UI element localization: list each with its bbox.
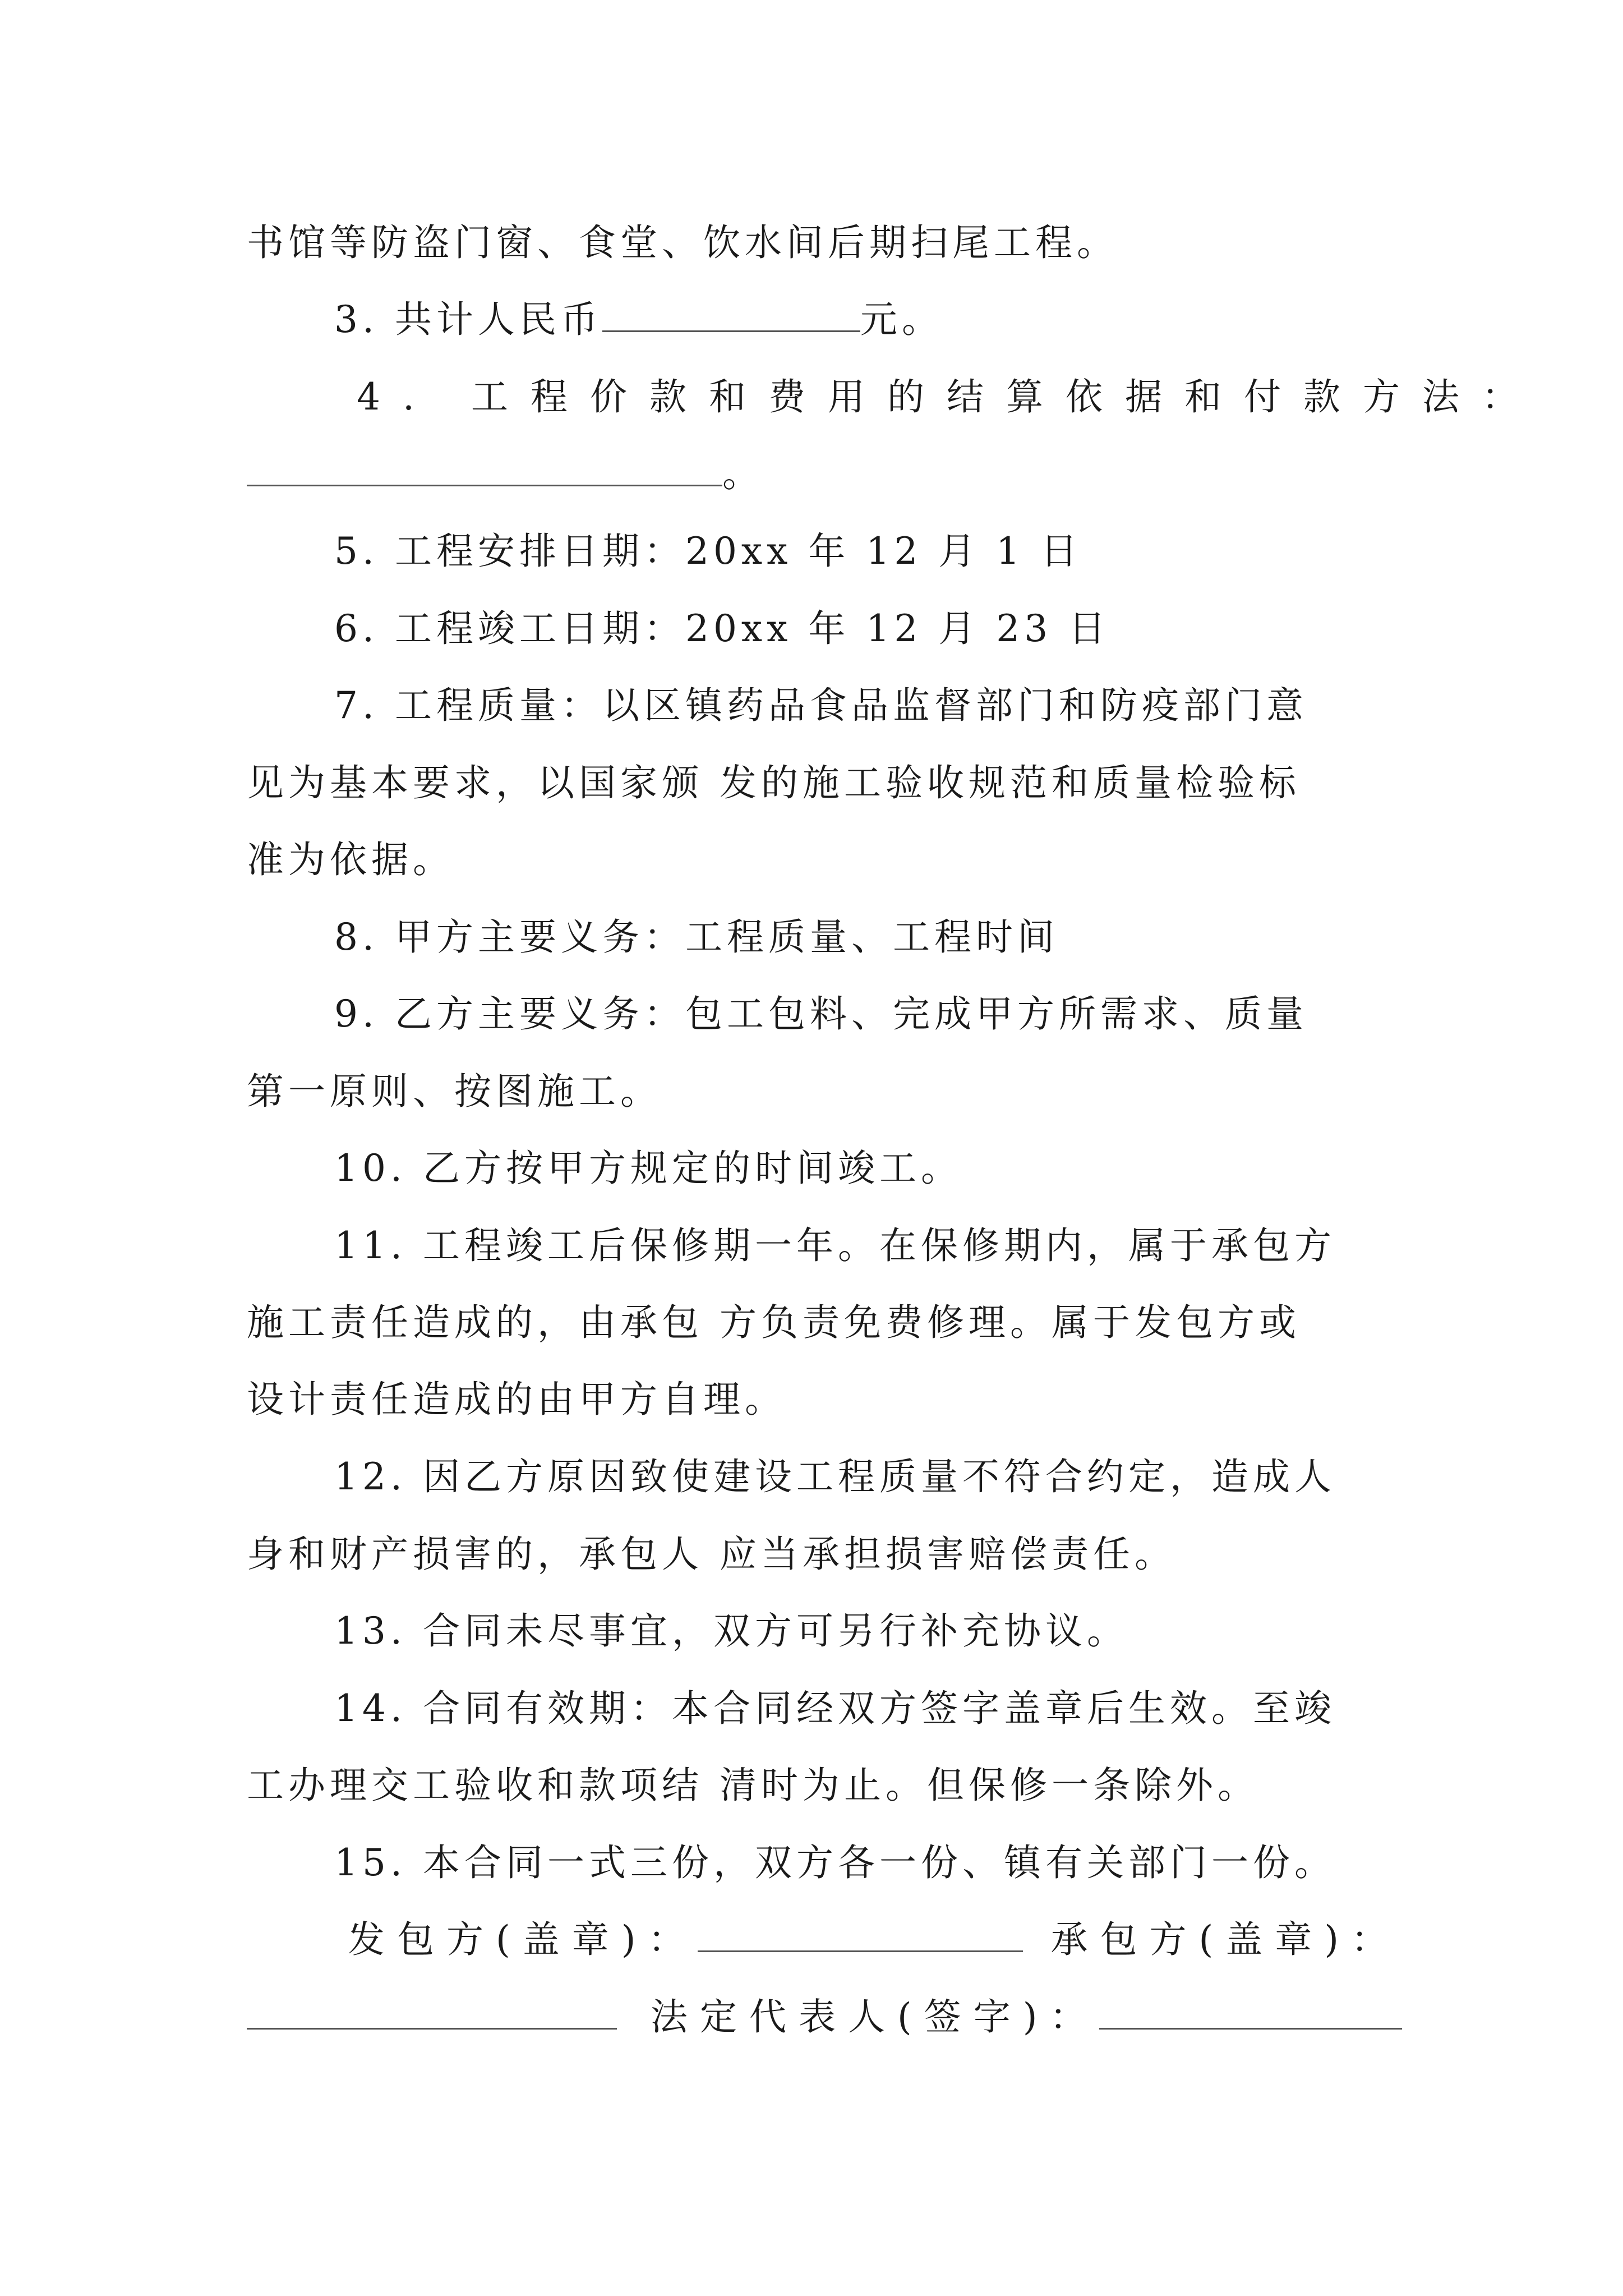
total-amount-label: 3. 共计人民币 [334,298,602,341]
employer-seal-label: 发包方(盖章)： [348,1918,698,1961]
start-date-line: 5. 工程安排日期：20xx 年 12 月 1 日 [334,530,1082,573]
payment-method-line: 4. 工程价款和费用的结算依据和付款方法： [357,375,1541,418]
legal-rep-blank [1099,1999,1402,2030]
text-line: 施工责任造成的，由承包 方负责免费修理。属于发包方或 [247,1301,1301,1344]
completion-date-line: 6. 工程竣工日期：20xx 年 12 月 23 日 [334,607,1110,650]
text-line: 第一原则、按图施工。 [247,1070,662,1113]
text-line: 13. 合同未尽事宜，双方可另行补充协议。 [334,1609,1128,1653]
text-line: 10. 乙方按甲方规定的时间竣工。 [334,1147,962,1190]
text-line: 书馆等防盗门窗、食堂、饮水间后期扫尾工程。 [247,221,1118,264]
signature-line-2 [247,1995,1402,2039]
text-line: 15. 本合同一式三份，双方各一份、镇有关部门一份。 [334,1841,1336,1884]
text-line: 12. 因乙方原因致使建设工程质量不符合约定，造成人 [334,1455,1336,1498]
text-line: 身和财产损害的，承包人 应当承担损害赔偿责任。 [247,1533,1176,1576]
text-line: 8. 甲方主要义务：工程质量、工程时间 [334,915,1059,959]
contractor-seal-label: 承包方(盖章)： [1050,1918,1400,1961]
payment-method-blank-line [247,452,764,495]
total-amount-unit: 元。 [860,298,943,341]
text-line: 11. 工程竣工后保修期一年。在保修期内，属于承包方 [334,1224,1336,1267]
legal-rep-label: 法定代表人(签字)： [651,1995,1099,2039]
text-line: 见为基本要求，以国家颁 发的施工验收规范和质量检验标 [247,761,1301,804]
payment-blank [247,455,722,486]
text-line: 准为依据。 [247,838,454,881]
signature-line-1 [348,1918,1400,1961]
total-amount-line [334,298,943,341]
period-mark: 。 [722,452,764,495]
text-line: 7. 工程质量：以区镇药品食品监督部门和防疫部门意 [334,684,1308,727]
text-line: 工办理交工验收和款项结 清时为止。但保修一条除外。 [247,1764,1259,1807]
amount-blank [602,301,860,332]
text-line: 14. 合同有效期：本合同经双方签字盖章后生效。至竣 [334,1687,1336,1730]
employer-seal-blank [698,1921,1023,1952]
contractor-seal-blank [247,1999,617,2030]
text-line: 9. 乙方主要义务：包工包料、完成甲方所需求、质量 [334,992,1308,1036]
text-line: 设计责任造成的由甲方自理。 [247,1378,786,1421]
